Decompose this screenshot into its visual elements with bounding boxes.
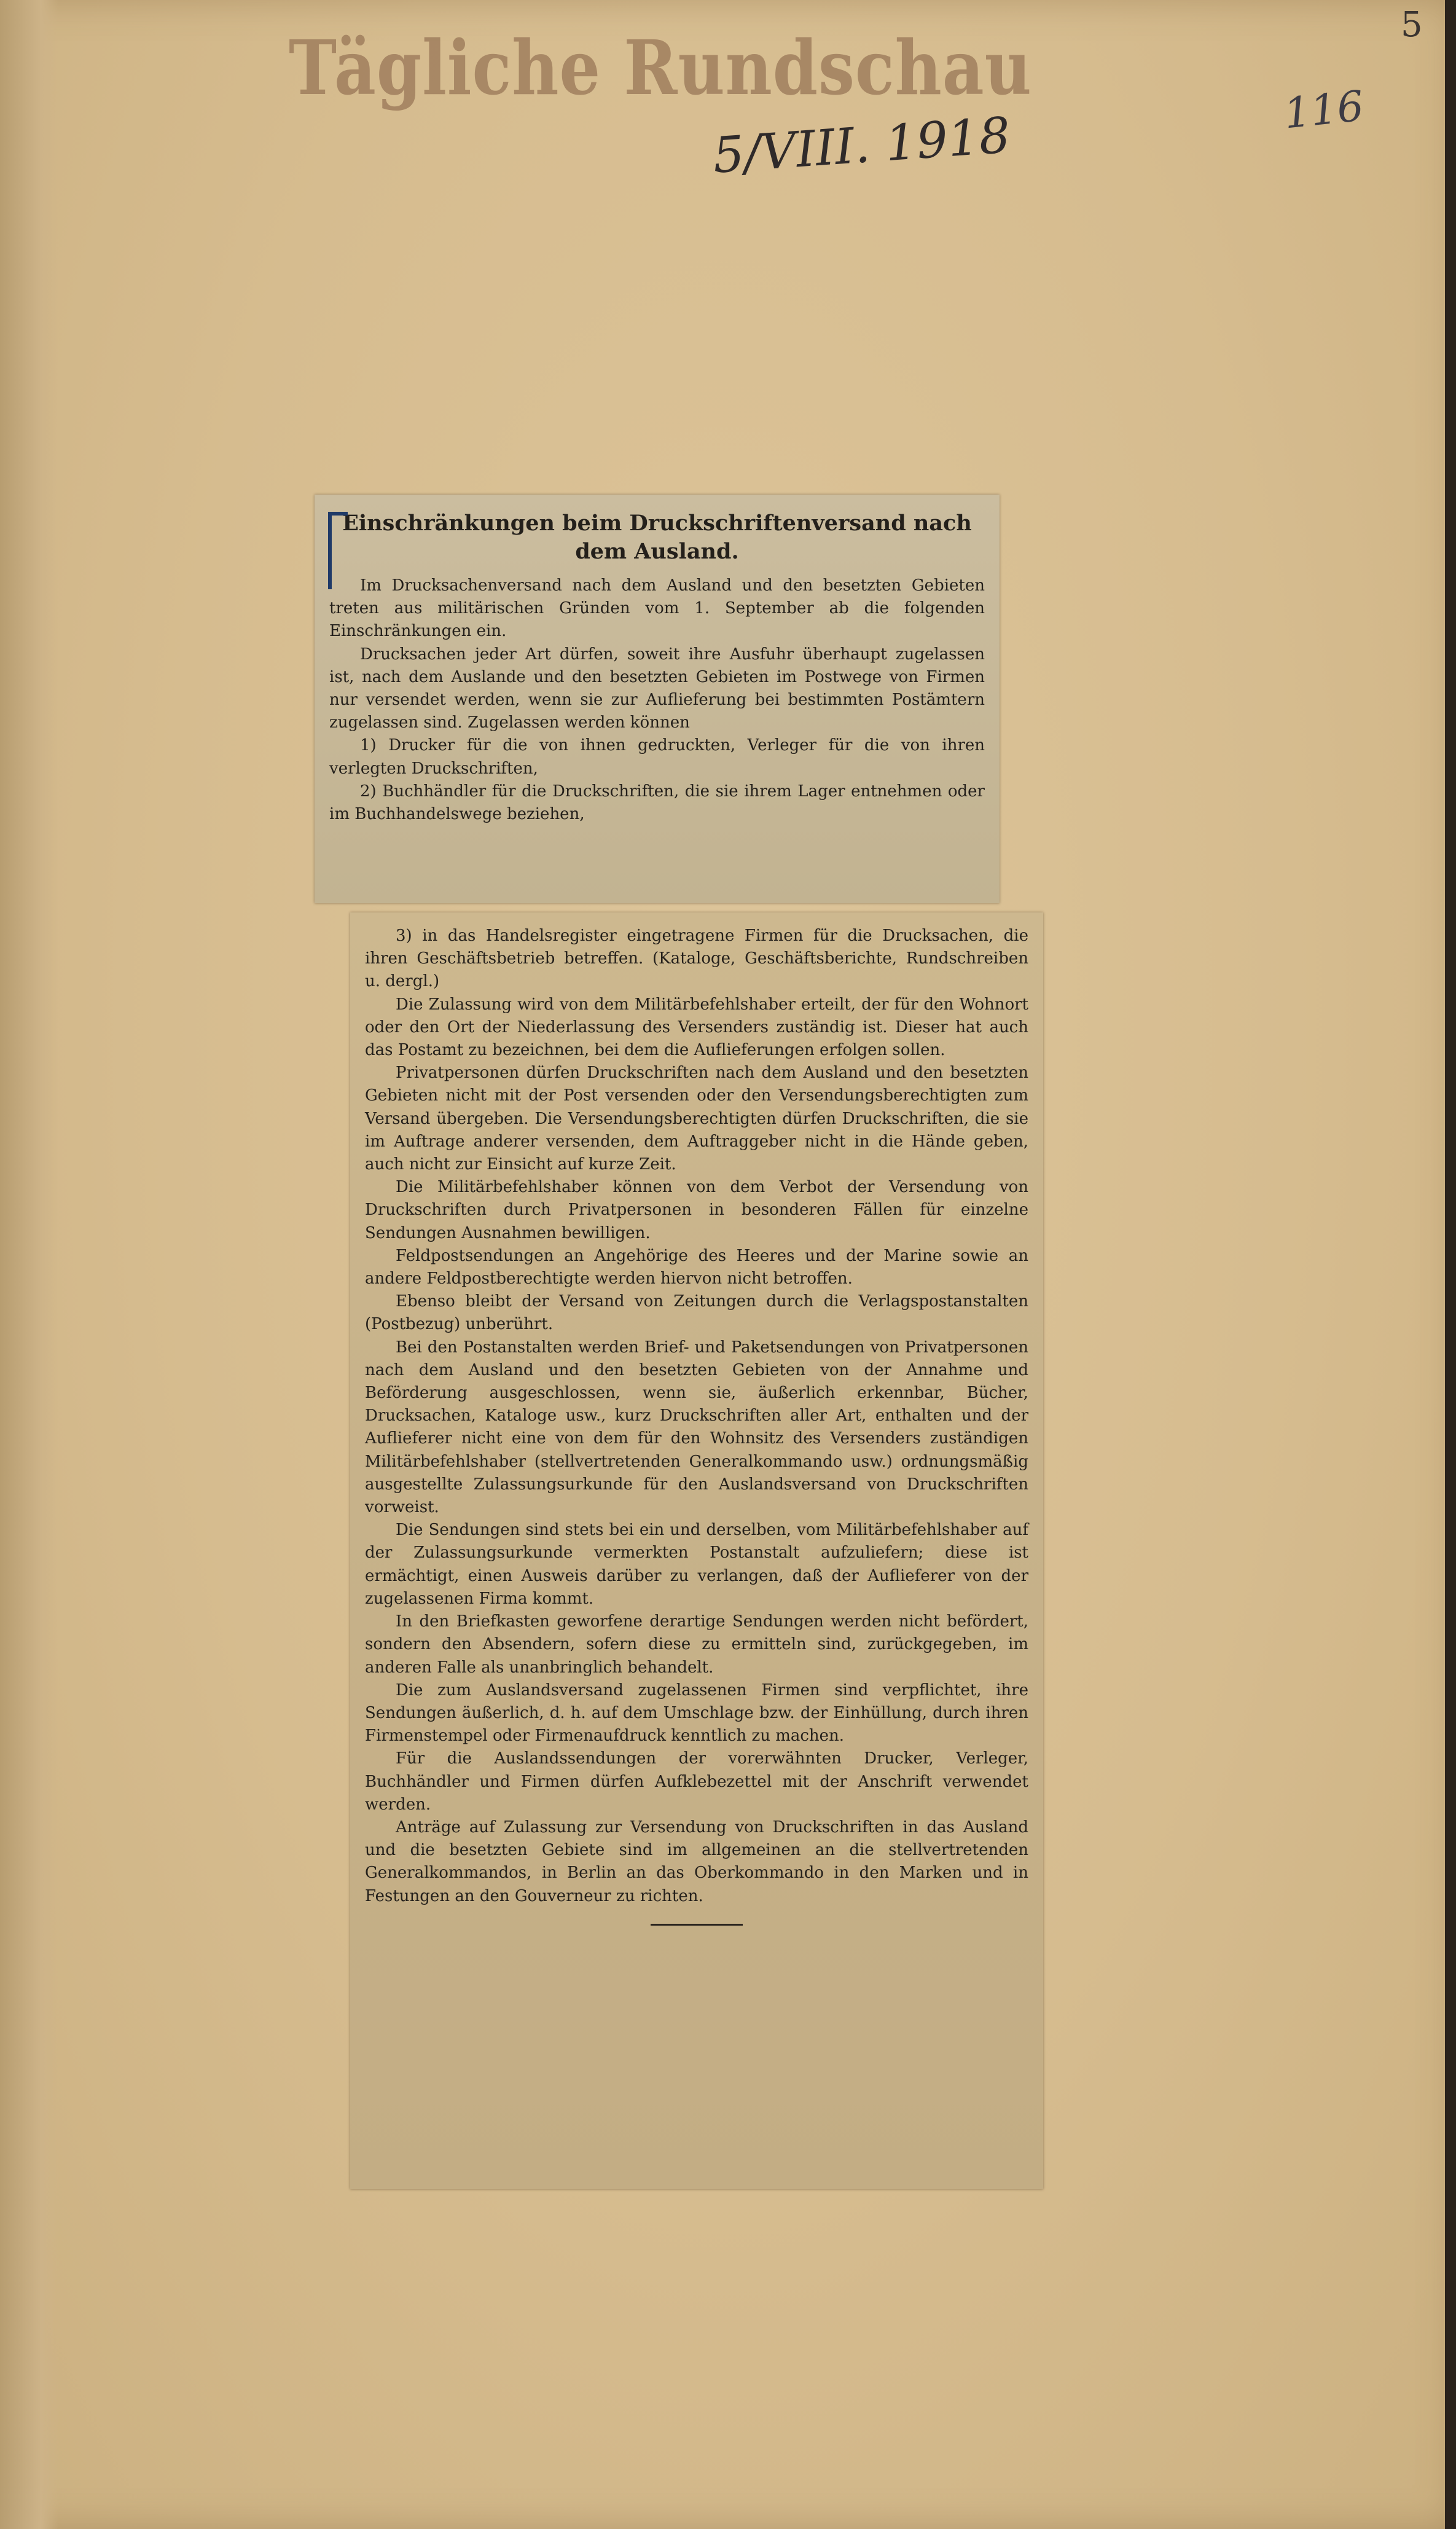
corner-page-mark: 5 bbox=[1401, 5, 1423, 45]
article-paragraph: In den Briefkasten geworfene derartige Sendungen werden nicht befördert, sondern den Absendern, sofern diese zu ermitteln sind, zurückgegeben, im anderen Falle als unanbringlich behandelt. bbox=[365, 1612, 1028, 1677]
article-end-rule bbox=[651, 1924, 743, 1926]
article-paragraph: Drucksachen jeder Art dürfen, soweit ihre Ausfuhr überhaupt zugelassen ist, nach dem Auslande und den besetzten Gebieten im Postwege von Firmen nur versendet werden, wenn sie zur Auflieferung bei bestimmten Postämtern zugelassen sind. Zugelassen werden können bbox=[329, 645, 985, 732]
article-paragraph: 3) in das Handelsregister eingetragene Firmen für die Drucksachen, die ihren Geschäftsbetrieb betreffen. (Kataloge, Geschäftsberichte, Rundschreiben u. dergl.) bbox=[365, 927, 1028, 991]
newspaper-clipping-part-2 bbox=[350, 912, 1043, 2189]
handwritten-date: 5/VIII. 1918 bbox=[711, 106, 1012, 184]
article-paragraph: Privatpersonen dürfen Druckschriften nach dem Ausland und den besetzten Gebieten nicht mit der Post versenden oder den Versendungsberechtigten zum Versand übergeben. Die Versendungsberechtigten dürfen Druckschriften, die sie im Auftrage anderer versenden, dem Auftraggeber nicht in die Hände geben, auch nicht zur Einsicht auf kurze Zeit. bbox=[365, 1064, 1028, 1174]
article-paragraph: Die Militärbefehlshaber können von dem Verbot der Versendung von Druckschriften durch Privatpersonen in besonderen Fällen für einzelne Sendungen Ausnahmen bewilligen. bbox=[365, 1178, 1028, 1242]
handwritten-folio-number: 116 bbox=[1282, 82, 1366, 139]
article-paragraph: 2) Buchhändler für die Druckschriften, die sie ihrem Lager entnehmen oder im Buchhandelswege beziehen, bbox=[329, 782, 985, 824]
article-paragraph: Die Sendungen sind stets bei ein und derselben, vom Militärbefehlshaber auf der Zulassungsurkunde vermerkten Postanstalt aufzuliefern; diese ist ermächtigt, einen Ausweis darüber zu verlangen, daß der Auflieferer von der zugelassenen Firma kommt. bbox=[365, 1521, 1028, 1608]
article-paragraph: Ebenso bleibt der Versand von Zeitungen durch die Verlagspostanstalten (Postbezug) unberührt. bbox=[365, 1292, 1028, 1334]
article-paragraph: Für die Auslandssendungen der vorerwähnten Drucker, Verleger, Buchhändler und Firmen dürfen Aufklebezettel mit der Anschrift verwendet werden. bbox=[365, 1749, 1028, 1814]
blue-pencil-mark-icon bbox=[328, 512, 348, 589]
article-paragraph: Feldpostsendungen an Angehörige des Heeres und der Marine sowie an andere Feldpostberechtigte werden hiervon nicht betroffen. bbox=[365, 1246, 1028, 1288]
article-paragraph: Bei den Postanstalten werden Brief- und Paketsendungen von Privatpersonen nach dem Ausland und den besetzten Gebieten von der Annahme und Beförderung ausgeschlossen, wenn sie, äußerlich erkennbar, Bücher, Drucksachen, Kataloge usw., kurz Druckschriften aller Art, enthalten und der Auflieferer nicht eine von dem für den Wohnsitz des Versenders zuständigen Militärbefehlshaber (stellvertretenden Generalkommando usw.) ordnungsmäßig ausgestellte Zulassungsurkunde für den Auslandsversand von Druckschriften vorweist. bbox=[365, 1338, 1028, 1517]
article-paragraph: 1) Drucker für die von ihnen gedruckten, Verleger für die von ihren verlegten Druckschriften, bbox=[329, 736, 985, 778]
newspaper-clipping-part-1 bbox=[315, 495, 1000, 903]
article-paragraph: Im Drucksachenversand nach dem Ausland und den besetzten Gebieten treten aus militärischen Gründen vom 1. September ab die folgenden Einschränkungen ein. bbox=[329, 576, 985, 641]
article-headline: Einschränkungen beim Druckschriftenversand nach dem Ausland. bbox=[342, 511, 972, 564]
newspaper-masthead-stamp: Tägliche Rundschau bbox=[289, 23, 1032, 112]
article-paragraph: Die Zulassung wird von dem Militärbefehlshaber erteilt, der für den Wohnort oder den Ort der Niederlassung des Versenders zuständig ist. Dieser hat auch das Postamt zu bezeichnen, bei dem die Auflieferungen erfolgen sollen. bbox=[365, 995, 1028, 1060]
article-paragraph: Anträge auf Zulassung zur Versendung von Druckschriften in das Ausland und die besetzten Gebiete sind im allgemeinen an die stellvertretenden Generalkommandos, in Berlin an das Oberkommando in den Marken und in Festungen an den Gouverneur zu richten. bbox=[365, 1817, 1028, 1905]
article-paragraph: Die zum Auslandsversand zugelassenen Firmen sind verpflichtet, ihre Sendungen äußerlich, d. h. auf dem Umschlage bzw. der Einhüllung, durch ihren Firmenstempel oder Firmenaufdruck kenntlich zu machen. bbox=[365, 1680, 1028, 1746]
